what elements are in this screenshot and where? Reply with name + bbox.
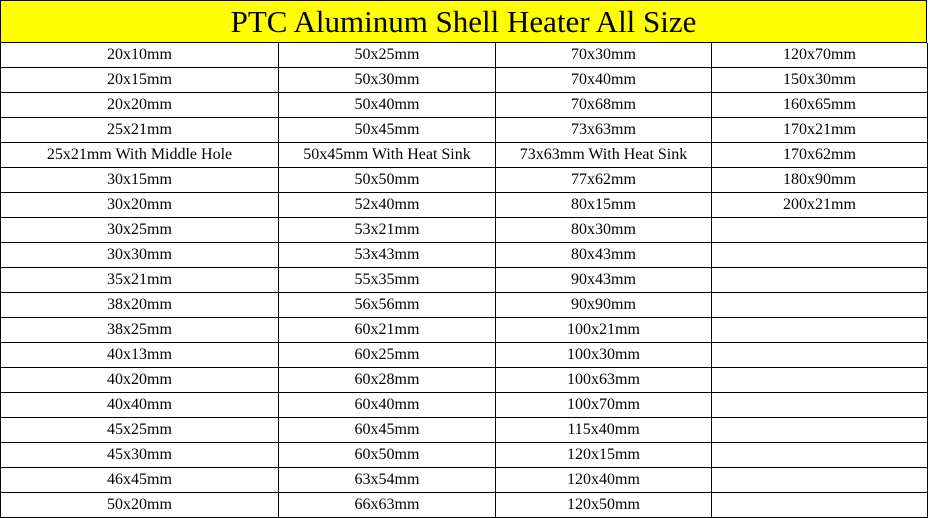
size-cell: 200x21mm <box>712 193 928 218</box>
size-cell: 70x30mm <box>496 43 712 68</box>
size-table-body <box>1 43 928 518</box>
size-cell: 90x43mm <box>496 268 712 293</box>
size-cell: 90x90mm <box>496 293 712 318</box>
size-cell: 50x45mm <box>279 118 496 143</box>
size-cell: 70x68mm <box>496 93 712 118</box>
size-cell: 60x40mm <box>279 393 496 418</box>
size-cell: 25x21mm With Middle Hole <box>1 143 279 168</box>
size-table <box>0 43 928 518</box>
table-row <box>1 193 928 218</box>
size-cell: 50x25mm <box>279 43 496 68</box>
table-row <box>1 368 928 393</box>
size-cell: 70x40mm <box>496 68 712 93</box>
size-cell: 55x35mm <box>279 268 496 293</box>
size-cell: 50x40mm <box>279 93 496 118</box>
table-row <box>1 493 928 518</box>
size-cell: 150x30mm <box>712 68 928 93</box>
size-cell <box>712 218 928 243</box>
size-cell: 25x21mm <box>1 118 279 143</box>
size-cell: 53x43mm <box>279 243 496 268</box>
table-row <box>1 218 928 243</box>
size-cell: 52x40mm <box>279 193 496 218</box>
table-row <box>1 118 928 143</box>
size-cell: 73x63mm With Heat Sink <box>496 143 712 168</box>
size-cell: 160x65mm <box>712 93 928 118</box>
size-cell: 53x21mm <box>279 218 496 243</box>
size-cell <box>712 468 928 493</box>
size-cell <box>712 443 928 468</box>
size-cell: 100x30mm <box>496 343 712 368</box>
size-cell: 60x21mm <box>279 318 496 343</box>
size-cell <box>712 293 928 318</box>
size-cell: 100x70mm <box>496 393 712 418</box>
size-cell: 120x50mm <box>496 493 712 518</box>
size-cell: 120x70mm <box>712 43 928 68</box>
size-cell: 60x25mm <box>279 343 496 368</box>
size-cell: 30x15mm <box>1 168 279 193</box>
table-row <box>1 343 928 368</box>
table-row <box>1 268 928 293</box>
size-cell: 20x10mm <box>1 43 279 68</box>
size-cell: 56x56mm <box>279 293 496 318</box>
size-cell <box>712 368 928 393</box>
size-cell: 80x30mm <box>496 218 712 243</box>
size-cell <box>712 493 928 518</box>
size-cell <box>712 268 928 293</box>
table-row <box>1 93 928 118</box>
table-row <box>1 43 928 68</box>
table-row <box>1 393 928 418</box>
size-cell: 73x63mm <box>496 118 712 143</box>
size-cell: 120x40mm <box>496 468 712 493</box>
size-cell: 40x40mm <box>1 393 279 418</box>
size-cell: 50x50mm <box>279 168 496 193</box>
size-cell: 50x45mm With Heat Sink <box>279 143 496 168</box>
size-cell: 45x30mm <box>1 443 279 468</box>
size-cell: 100x21mm <box>496 318 712 343</box>
size-cell: 180x90mm <box>712 168 928 193</box>
size-cell: 30x25mm <box>1 218 279 243</box>
size-cell: 77x62mm <box>496 168 712 193</box>
table-row <box>1 468 928 493</box>
size-cell: 120x15mm <box>496 443 712 468</box>
size-cell <box>712 243 928 268</box>
size-cell: 115x40mm <box>496 418 712 443</box>
table-row <box>1 243 928 268</box>
size-cell <box>712 418 928 443</box>
size-cell <box>712 318 928 343</box>
size-cell: 38x25mm <box>1 318 279 343</box>
size-cell <box>712 343 928 368</box>
size-cell: 80x15mm <box>496 193 712 218</box>
size-cell: 60x28mm <box>279 368 496 393</box>
table-row <box>1 443 928 468</box>
size-cell: 170x62mm <box>712 143 928 168</box>
size-cell: 30x20mm <box>1 193 279 218</box>
size-cell: 170x21mm <box>712 118 928 143</box>
sheet-title: PTC Aluminum Shell Heater All Size <box>230 4 697 39</box>
size-cell: 40x20mm <box>1 368 279 393</box>
table-row <box>1 143 928 168</box>
size-cell: 60x45mm <box>279 418 496 443</box>
size-cell <box>712 393 928 418</box>
size-cell: 46x45mm <box>1 468 279 493</box>
size-cell: 35x21mm <box>1 268 279 293</box>
table-row <box>1 418 928 443</box>
size-cell: 60x50mm <box>279 443 496 468</box>
size-cell: 100x63mm <box>496 368 712 393</box>
title-bar <box>0 0 927 43</box>
size-cell: 20x15mm <box>1 68 279 93</box>
size-cell: 45x25mm <box>1 418 279 443</box>
size-cell: 66x63mm <box>279 493 496 518</box>
size-cell: 80x43mm <box>496 243 712 268</box>
size-cell: 30x30mm <box>1 243 279 268</box>
size-cell: 38x20mm <box>1 293 279 318</box>
size-cell: 50x30mm <box>279 68 496 93</box>
size-cell: 50x20mm <box>1 493 279 518</box>
table-row <box>1 293 928 318</box>
table-row <box>1 68 928 93</box>
size-cell: 20x20mm <box>1 93 279 118</box>
size-cell: 40x13mm <box>1 343 279 368</box>
table-row <box>1 168 928 193</box>
table-row <box>1 318 928 343</box>
size-cell: 63x54mm <box>279 468 496 493</box>
